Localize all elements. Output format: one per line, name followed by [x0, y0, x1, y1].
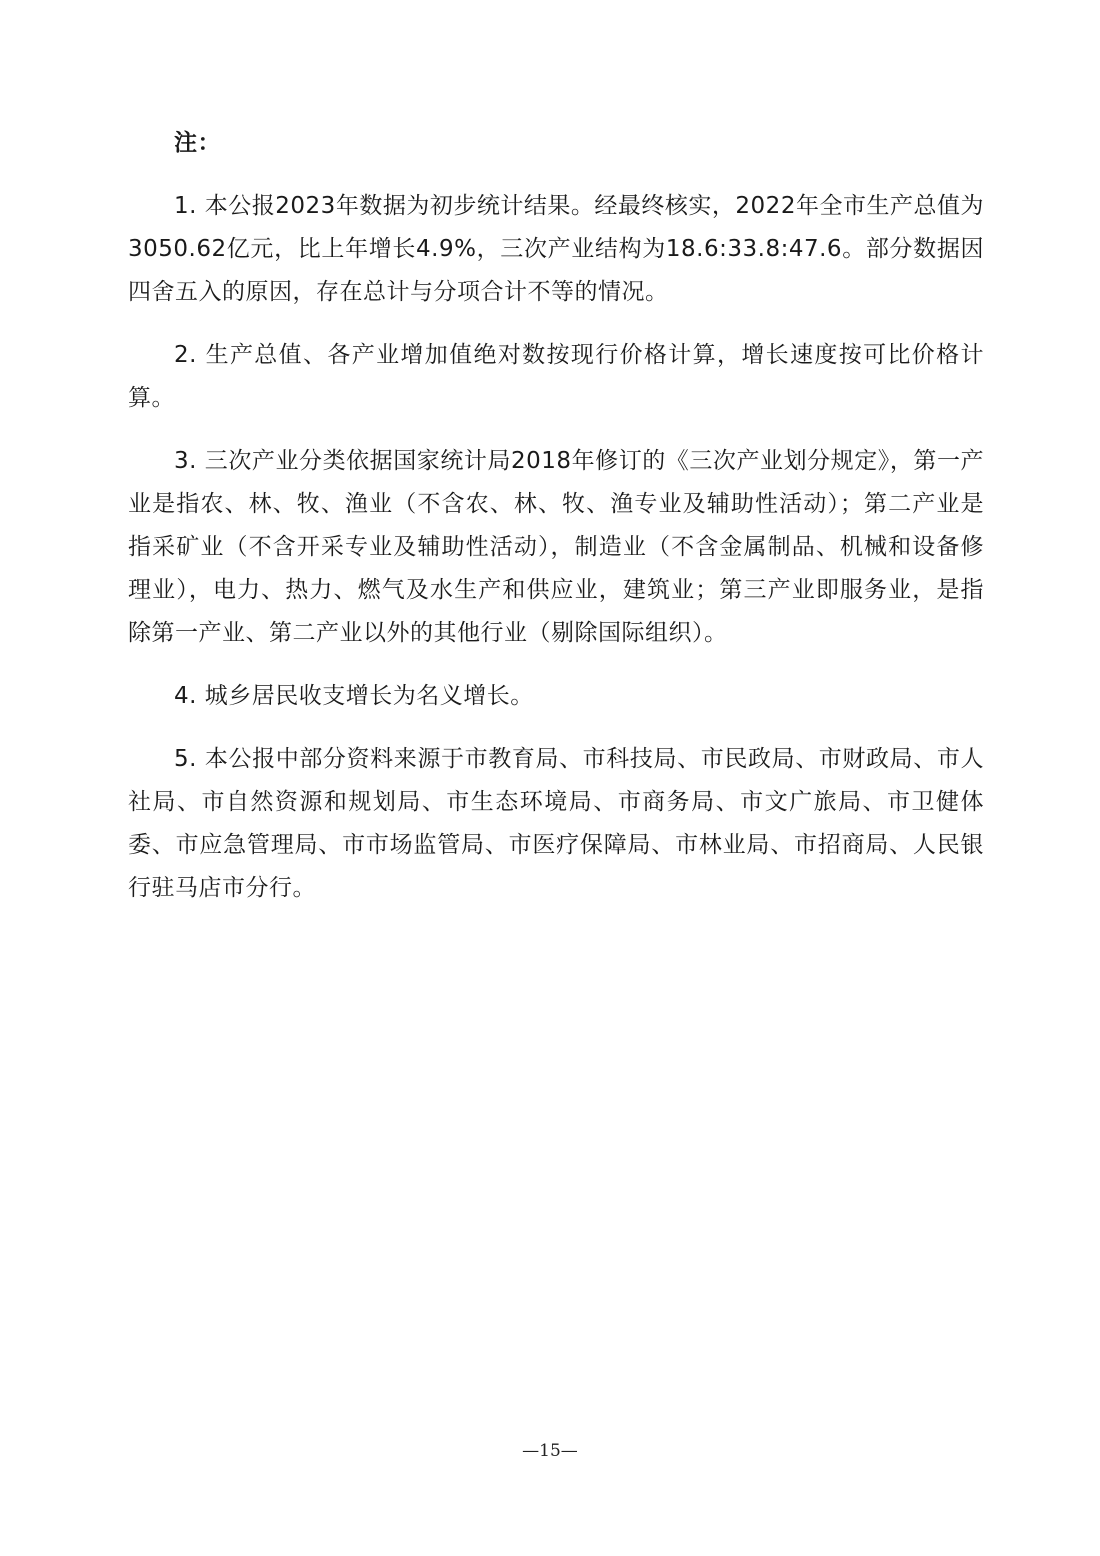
note-item-2: 2. 生产总值、各产业增加值绝对数按现行价格计算，增长速度按可比价格计算。 [128, 342, 984, 411]
note-item-3: 3. 三次产业分类依据国家统计局2018年修订的《三次产业划分规定》，第一产业是指农、林、牧、渔业（不含农、林、牧、渔专业及辅助性活动）；第二产业是指采矿业（不含开采专业及辅助性活动），制造业（不含金属制品、机械和设备修理业），电力、热力、燃气及水生产和供应业，建筑业；第三产业即服务业，是指除第一产业、第二产业以外的其他行业（剔除国际组织）。 [128, 448, 984, 646]
note-item-5: 5. 本公报中部分资料来源于市教育局、市科技局、市民政局、市财政局、市人社局、市自然资源和规划局、市生态环境局、市商务局、市文广旅局、市卫健体委、市应急管理局、市市场监管局、市医疗保障局、市林业局、市招商局、人民银行驻马店市分行。 [128, 746, 984, 901]
note-item-4: 4. 城乡居民收支增长为名义增长。 [174, 683, 534, 709]
notes-heading: 注： [174, 130, 221, 156]
page-number: —15— [522, 1441, 578, 1461]
note-item-1: 1. 本公报2023年数据为初步统计结果。经最终核实，2022年全市生产总值为3050.62亿元，比上年增长4.9%，三次产业结构为18.6:33.8:47.6。部分数据因四舍五入的原因，存在总计与分项合计不等的情况。 [128, 193, 984, 305]
notes-section [128, 122, 984, 930]
